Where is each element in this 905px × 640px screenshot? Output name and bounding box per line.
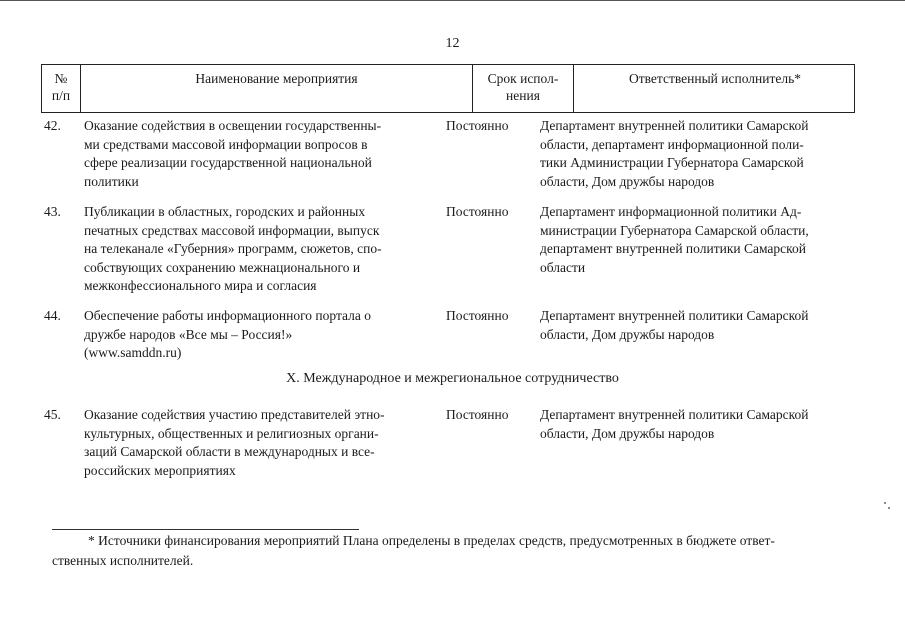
row-number: 42. [44, 118, 61, 133]
scan-speck [884, 502, 886, 504]
header-term: Срок испол- нения [472, 65, 573, 112]
header-num: № п/п [51, 71, 71, 103]
row-activity-name: Оказание содействия участию представителей этно- культурных, общественных и религиозных органи- заций Самарской области в международных и все- российских мероприятиях [84, 407, 385, 478]
page-top-edge [0, 0, 905, 1]
row-term: Постоянно [446, 407, 509, 422]
row-term: Постоянно [446, 308, 509, 323]
row-number: 44. [44, 308, 61, 323]
section-title: X. Международное и межрегиональное сотрудничество [286, 371, 619, 386]
row-term: Постоянно [446, 118, 509, 133]
row-term: Постоянно [446, 204, 509, 219]
row-responsible: Департамент внутренней политики Самарской области, департамент информационной поли- тики Администрации Губернатора Самарской области, Дом дружбы народов [540, 118, 809, 189]
row-number: 43. [44, 204, 61, 219]
page-number: 12 [445, 36, 460, 51]
row-responsible: Департамент внутренней политики Самарской области, Дом дружбы народов [540, 308, 809, 342]
scan-speck [888, 507, 890, 509]
footnote: * Источники финансирования мероприятий Плана определены в пределах средств, предусмотренных в бюджете ответ- ственных исполнителей. [52, 533, 775, 568]
header-name: Наименование мероприятия [80, 65, 472, 112]
table-header [41, 64, 855, 113]
footnote-divider [52, 529, 359, 530]
row-activity-name: Обеспечение работы информационного портала о дружбе народов «Все мы – Россия!» (www.samddn.ru) [84, 308, 372, 360]
row-responsible: Департамент внутренней политики Самарской области, Дом дружбы народов [540, 407, 809, 441]
row-responsible: Департамент информационной политики Ад- министрации Губернатора Самарской области, департамент внутренней политики Самарской области [540, 204, 809, 275]
row-activity-name: Оказание содействия в освещении государственны- ми средствами массовой информации вопросов в сфере реализации государственной национальной политики [84, 118, 382, 189]
row-activity-name: Публикации в областных, городских и районных печатных средствах массовой информации, выпуск на телеканале «Губерния» программ, сюжетов, спо- собствующих сохранению межнационального и межконфессионального мира и согласия [84, 204, 382, 293]
row-number: 45. [44, 407, 61, 422]
header-responsible: Ответственный исполнитель* [573, 65, 856, 112]
